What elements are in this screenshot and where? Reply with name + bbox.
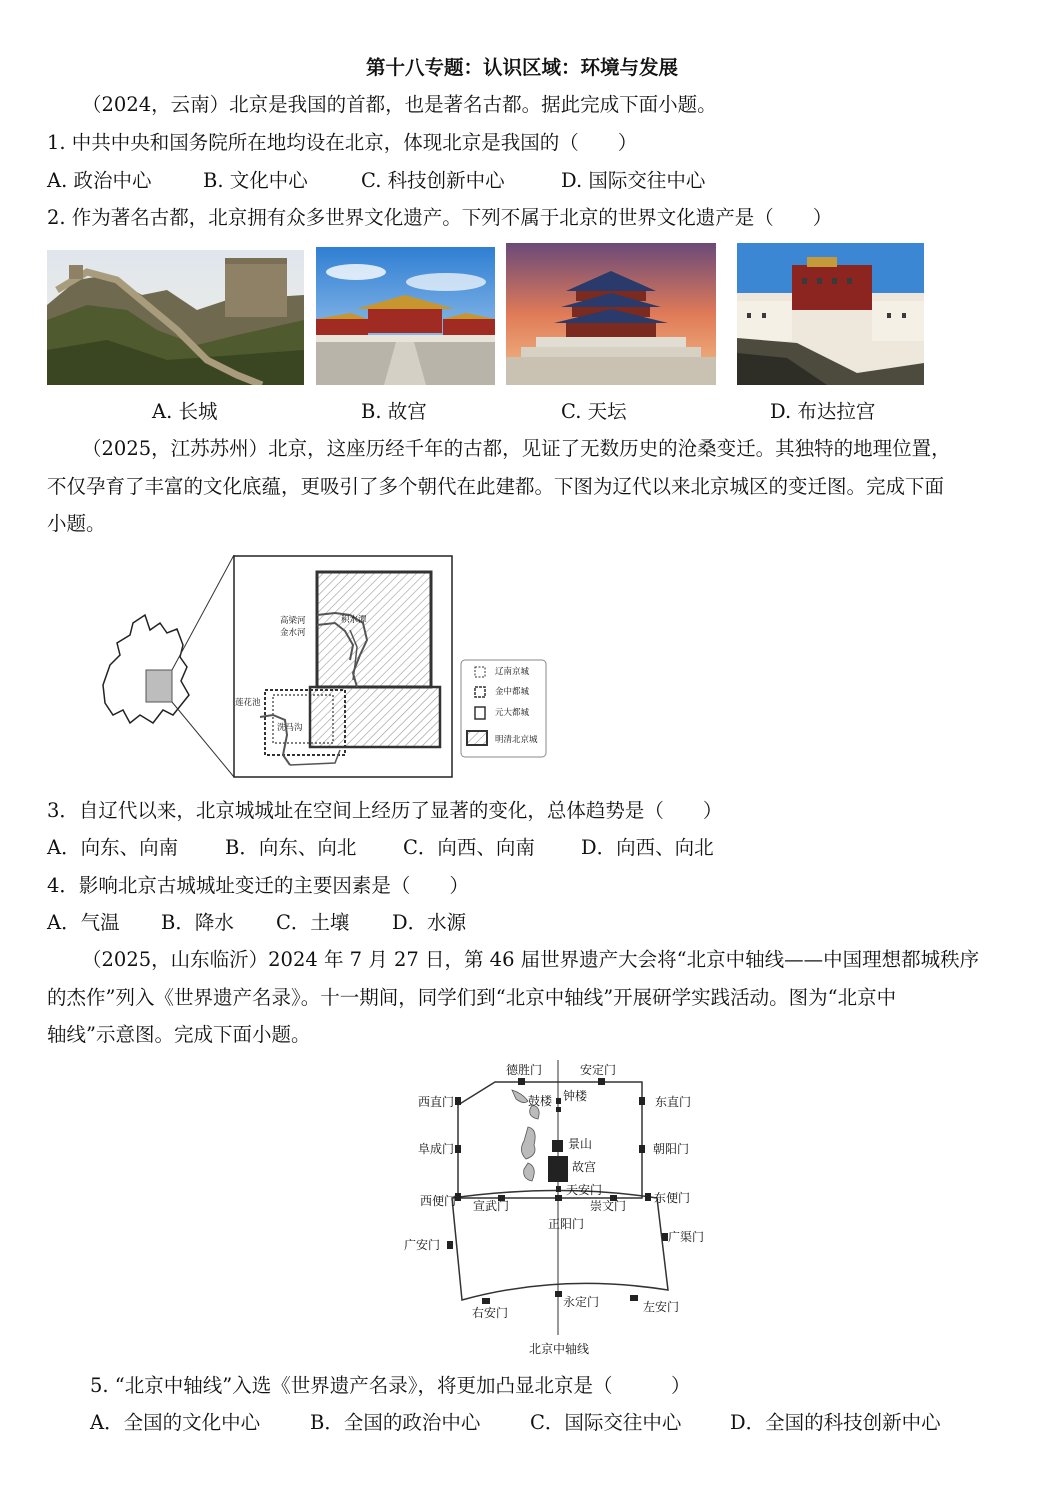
- site-label: 天安门: [566, 1183, 603, 1197]
- question-stem: 2. 作为著名古都，北京拥有众多世界文化遗产。下列不属于北京的世界文化遗产是（ ）: [47, 206, 833, 229]
- option-d: D．水源: [392, 911, 467, 934]
- passage-intro: 小题。: [47, 512, 106, 535]
- page-title: 第十八专题：认识区域：环境与发展: [366, 56, 679, 79]
- option-d: D. 布达拉宫: [770, 400, 876, 423]
- gate-label: 广安门: [404, 1238, 441, 1252]
- gate-label: 西便门: [420, 1194, 457, 1208]
- city-change-map: [95, 555, 550, 780]
- option-b: B．全国的政治中心: [310, 1411, 481, 1434]
- option-c: C．土壤: [276, 911, 350, 934]
- option-a: A. 政治中心: [47, 169, 152, 192]
- jinshui-river-label: 金水河: [280, 628, 306, 638]
- gate-label: 左安门: [643, 1300, 680, 1314]
- forbidden-city-photo: [316, 247, 495, 385]
- temple-of-heaven-photo: [506, 243, 716, 385]
- passage-intro: 的杰作”列入《世界遗产名录》。十一期间，同学们到“北京中轴线”开展研学实践活动。图为“北京中: [47, 986, 897, 1009]
- question-stem: 4．影响北京古城城址变迁的主要因素是（ ）: [47, 874, 469, 897]
- axis-label: 北京中轴线: [529, 1342, 590, 1356]
- passage-intro: （2025，山东临沂）2024 年 7 月 27 日，第 46 届世界遗产大会将“北京中轴线——中国理想都城秩序: [82, 948, 980, 971]
- gate-label: 宣武门: [473, 1199, 510, 1213]
- gate-label: 西直门: [418, 1095, 455, 1109]
- passage-intro: 不仅孕育了丰富的文化底蕴，更吸引了多个朝代在此建都。下图为辽代以来北京城区的变迁图。完成下面: [47, 475, 945, 498]
- option-c: C. 天坛: [561, 400, 627, 423]
- gate-label: 崇文门: [590, 1199, 627, 1213]
- option-b: B．降水: [161, 911, 234, 934]
- legend-item: 金中都城: [495, 687, 530, 697]
- gate-label: 广渠门: [668, 1230, 705, 1244]
- central-axis-map: [400, 1055, 720, 1360]
- site-label: 钟楼: [563, 1089, 588, 1103]
- option-a: A．全国的文化中心: [90, 1411, 261, 1434]
- question-stem: 5. “北京中轴线”入选《世界遗产名录》，将更加凸显北京是（ ）: [90, 1374, 691, 1397]
- gate-label: 右安门: [472, 1306, 509, 1320]
- legend-item: 元大都城: [495, 708, 530, 718]
- great-wall-photo: [47, 250, 304, 385]
- jishuitan-label: 积水潭: [341, 615, 367, 625]
- option-b: B．向东、向北: [225, 836, 357, 859]
- option-c: C．向西、向南: [403, 836, 535, 859]
- gate-label: 东便门: [654, 1191, 691, 1205]
- option-d: D．全国的科技创新中心: [730, 1411, 941, 1434]
- option-b: B. 文化中心: [203, 169, 308, 192]
- gate-label: 东直门: [655, 1095, 692, 1109]
- site-label: 鼓楼: [528, 1094, 553, 1108]
- site-label: 景山: [568, 1137, 593, 1151]
- question-stem: 3．自辽代以来，北京城城址在空间上经历了显著的变化，总体趋势是（ ）: [47, 799, 723, 822]
- option-a: A．气温: [47, 911, 120, 934]
- gate-label: 朝阳门: [653, 1142, 690, 1156]
- passage-intro: （2024，云南）北京是我国的首都，也是著名古都。据此完成下面小题。: [82, 93, 717, 116]
- option-d: D．向西、向北: [581, 836, 714, 859]
- option-c: C．国际交往中心: [530, 1411, 682, 1434]
- gate-label: 德胜门: [506, 1063, 543, 1077]
- legend-item: 明清北京城: [495, 735, 538, 745]
- site-label: 故宫: [572, 1160, 597, 1174]
- gaoliang-river-label: 高梁河: [280, 616, 306, 626]
- gate-label: 阜成门: [418, 1142, 455, 1156]
- potala-palace-photo: [737, 243, 924, 385]
- passage-intro: 轴线”示意图。完成下面小题。: [47, 1023, 311, 1046]
- question-stem: 1. 中共中央和国务院所在地均设在北京，体现北京是我国的（ ）: [47, 131, 638, 154]
- lianhuachi-label: 莲花池: [235, 698, 261, 708]
- legend-item: 辽南京城: [495, 667, 530, 677]
- option-a: A．向东、向南: [47, 836, 179, 859]
- option-d: D. 国际交往中心: [561, 169, 706, 192]
- option-b: B. 故宫: [361, 400, 427, 423]
- gate-label: 永定门: [563, 1295, 600, 1309]
- passage-intro: （2025，江苏苏州）北京，这座历经千年的古都，见证了无数历史的沧桑变迁。其独特的地理位置，: [82, 437, 951, 460]
- xima-label: 洗马沟: [277, 723, 303, 733]
- option-c: C. 科技创新中心: [361, 169, 505, 192]
- gate-label: 安定门: [580, 1063, 617, 1077]
- option-a: A. 长城: [152, 400, 218, 423]
- gate-label: 正阳门: [548, 1217, 585, 1231]
